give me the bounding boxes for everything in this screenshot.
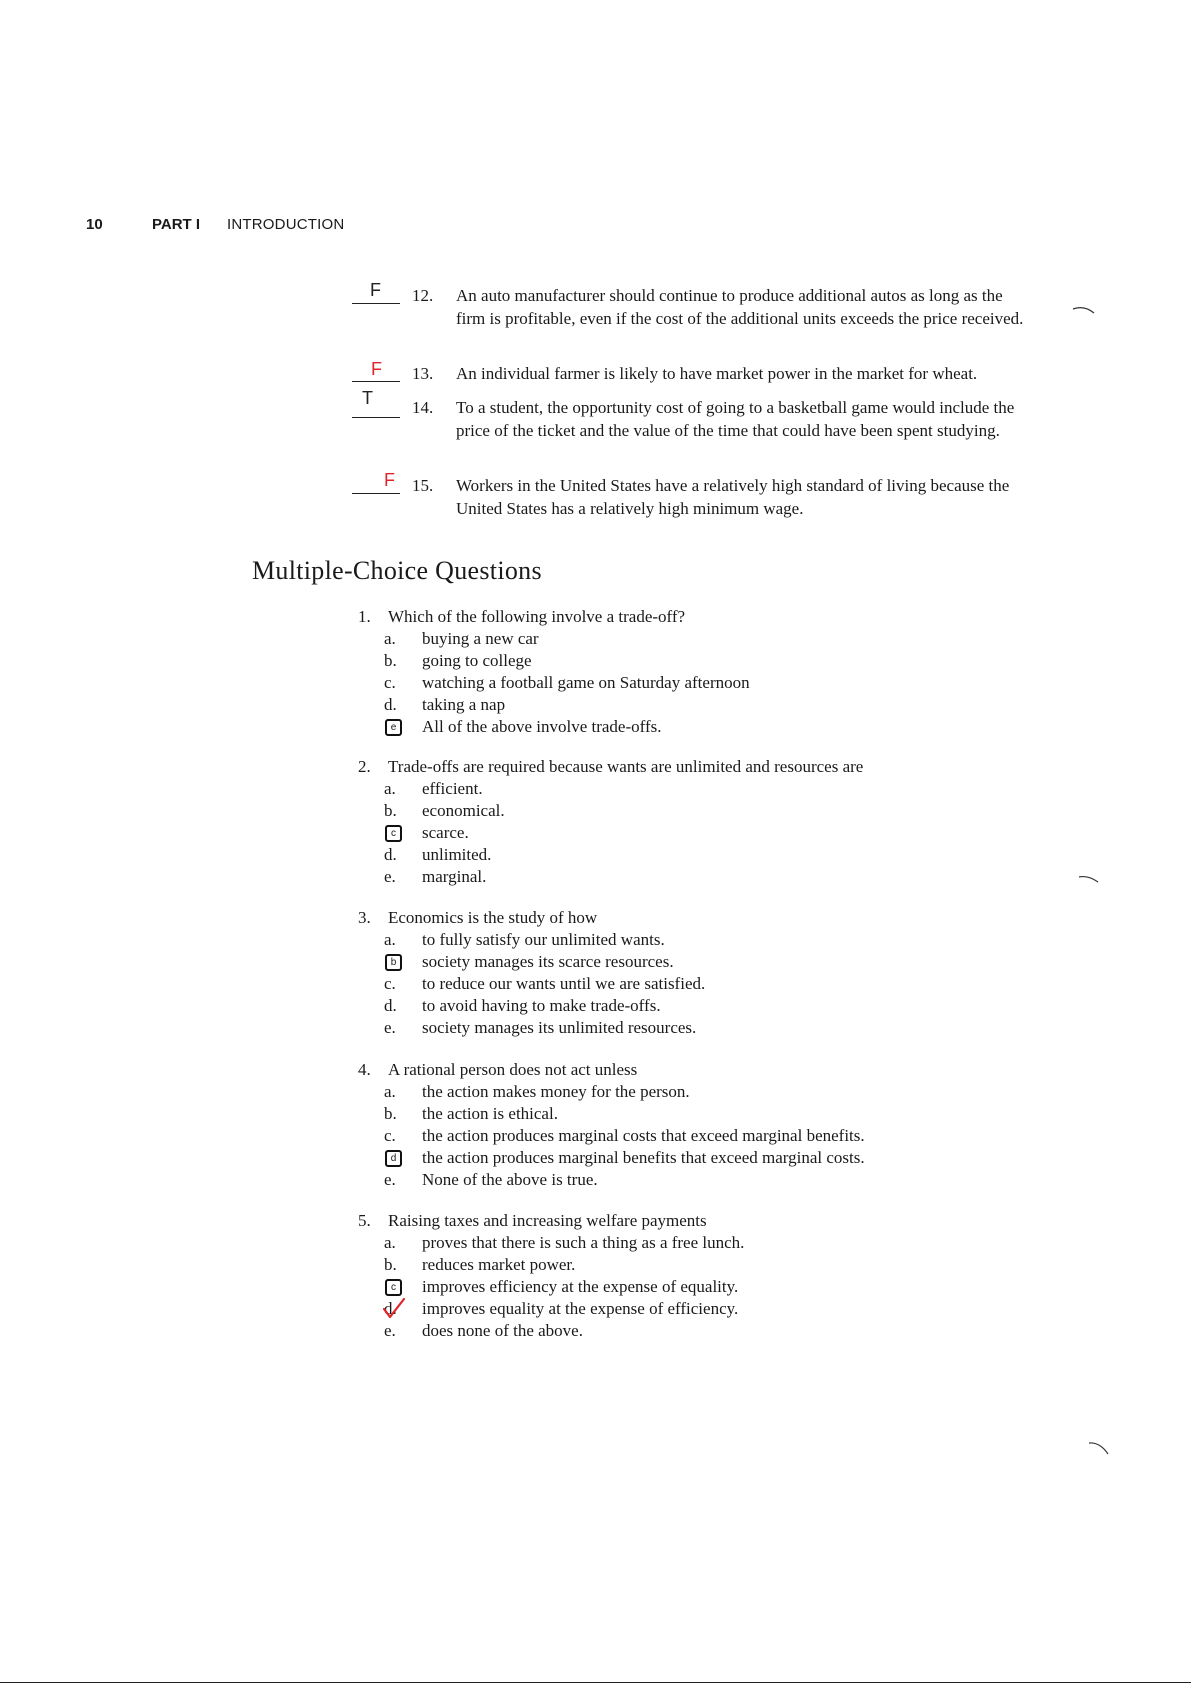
option-text: proves that there is such a thing as a free lunch. — [422, 1233, 745, 1252]
question-number: 3. — [358, 908, 371, 927]
option-text: improves equality at the expense of efficiency. — [422, 1299, 739, 1318]
tf-item-15 — [352, 470, 1032, 521]
option-text: to avoid having to make trade-offs. — [422, 996, 661, 1015]
option-text: unlimited. — [422, 845, 492, 864]
option-letter: b. — [384, 801, 397, 820]
option-letter: a. — [384, 1233, 396, 1252]
question-number: 5. — [358, 1211, 371, 1230]
question-text: A rational person does not act unless — [388, 1060, 638, 1079]
option-letter: c. — [384, 673, 396, 692]
part-label: PART I — [152, 216, 201, 233]
answer-mark: T — [362, 388, 373, 408]
option-letter: d. — [384, 1299, 397, 1318]
option-text: watching a football game on Saturday afternoon — [422, 673, 750, 692]
selected-box: e — [385, 719, 402, 736]
page-bottom-edge — [0, 1682, 1191, 1683]
stray-mark — [1088, 1440, 1110, 1456]
question-number: 2. — [358, 757, 371, 776]
option-text: society manages its unlimited resources. — [422, 1018, 697, 1037]
item-number: 15. — [412, 476, 434, 495]
option-letter: b. — [384, 651, 397, 670]
selected-box: c — [385, 825, 402, 842]
item-text: An auto manufacturer should continue to produce additional autos as long as the firm is profitable, even if the cost of the additional units exceeds the price received. — [456, 286, 1024, 328]
answer-mark: F — [384, 470, 395, 490]
option-letter: a. — [384, 1082, 396, 1101]
option-text: going to college — [422, 651, 532, 670]
item-text: Workers in the United States have a relatively high standard of living because the United States has a relatively high minimum wage. — [456, 476, 1010, 518]
item-number: 12. — [412, 286, 434, 305]
option-letter: c. — [384, 1126, 396, 1145]
selected-box: c — [385, 1279, 402, 1296]
item-number: 13. — [412, 364, 434, 383]
option-text: improves efficiency at the expense of equality. — [422, 1277, 739, 1296]
answer-mark: F — [370, 280, 381, 300]
item-text: To a student, the opportunity cost of going to a basketball game would include the price of the ticket and the value of the time that could have been spent studying. — [456, 398, 1015, 440]
check-mark-icon — [382, 1297, 408, 1321]
tf-item-14 — [352, 388, 1032, 465]
option-text: the action makes money for the person. — [422, 1082, 690, 1101]
selected-box: b — [385, 954, 402, 971]
option-letter: a. — [384, 930, 396, 949]
option-letter: c. — [384, 974, 396, 993]
question-number: 1. — [358, 607, 371, 626]
question-text: Raising taxes and increasing welfare payments — [388, 1211, 707, 1230]
option-text: scarce. — [422, 823, 469, 842]
option-text: to fully satisfy our unlimited wants. — [422, 930, 665, 949]
page-header — [86, 216, 345, 233]
item-text: An individual farmer is likely to have market power in the market for wheat. — [456, 364, 978, 383]
option-text: None of the above is true. — [422, 1170, 598, 1189]
option-letter: a. — [384, 629, 396, 648]
option-letter: b. — [384, 1104, 397, 1123]
option-letter: a. — [384, 779, 396, 798]
option-text: reduces market power. — [422, 1255, 576, 1274]
option-text: does none of the above. — [422, 1321, 583, 1340]
question-text: Trade-offs are required because wants are unlimited and resources are — [388, 757, 864, 776]
option-letter: e. — [384, 1170, 396, 1189]
option-text: All of the above involve trade-offs. — [422, 717, 662, 736]
option-letter: e. — [384, 1321, 396, 1340]
answer-mark: F — [371, 359, 382, 379]
question-text: Which of the following involve a trade-off? — [388, 607, 686, 626]
tf-item-12 — [352, 280, 1032, 353]
selected-box: d — [385, 1150, 402, 1167]
option-letter: d. — [384, 996, 397, 1015]
stray-mark — [1072, 305, 1096, 315]
option-text: to reduce our wants until we are satisfied. — [422, 974, 706, 993]
option-text: the action produces marginal benefits that exceed marginal costs. — [422, 1148, 865, 1167]
option-text: the action produces marginal costs that exceed marginal benefits. — [422, 1126, 865, 1145]
option-text: marginal. — [422, 867, 487, 886]
option-text: efficient. — [422, 779, 483, 798]
option-letter: e. — [384, 1018, 396, 1037]
option-letter: b. — [384, 1255, 397, 1274]
option-letter: e. — [384, 867, 396, 886]
question-number: 4. — [358, 1060, 371, 1079]
tf-item-13 — [352, 359, 1032, 387]
option-text: the action is ethical. — [422, 1104, 558, 1123]
stray-mark — [1078, 874, 1100, 884]
page-number: 10 — [86, 216, 103, 233]
chapter-title: INTRODUCTION — [227, 216, 345, 233]
option-text: buying a new car — [422, 629, 539, 648]
option-text: taking a nap — [422, 695, 506, 714]
answer-blank — [352, 399, 400, 418]
option-text: society manages its scarce resources. — [422, 952, 674, 971]
question-text: Economics is the study of how — [388, 908, 598, 927]
option-letter: d. — [384, 845, 397, 864]
section-title: Multiple-Choice Questions — [252, 556, 542, 585]
option-letter: d. — [384, 695, 397, 714]
option-text: economical. — [422, 801, 505, 820]
item-number: 14. — [412, 398, 434, 417]
